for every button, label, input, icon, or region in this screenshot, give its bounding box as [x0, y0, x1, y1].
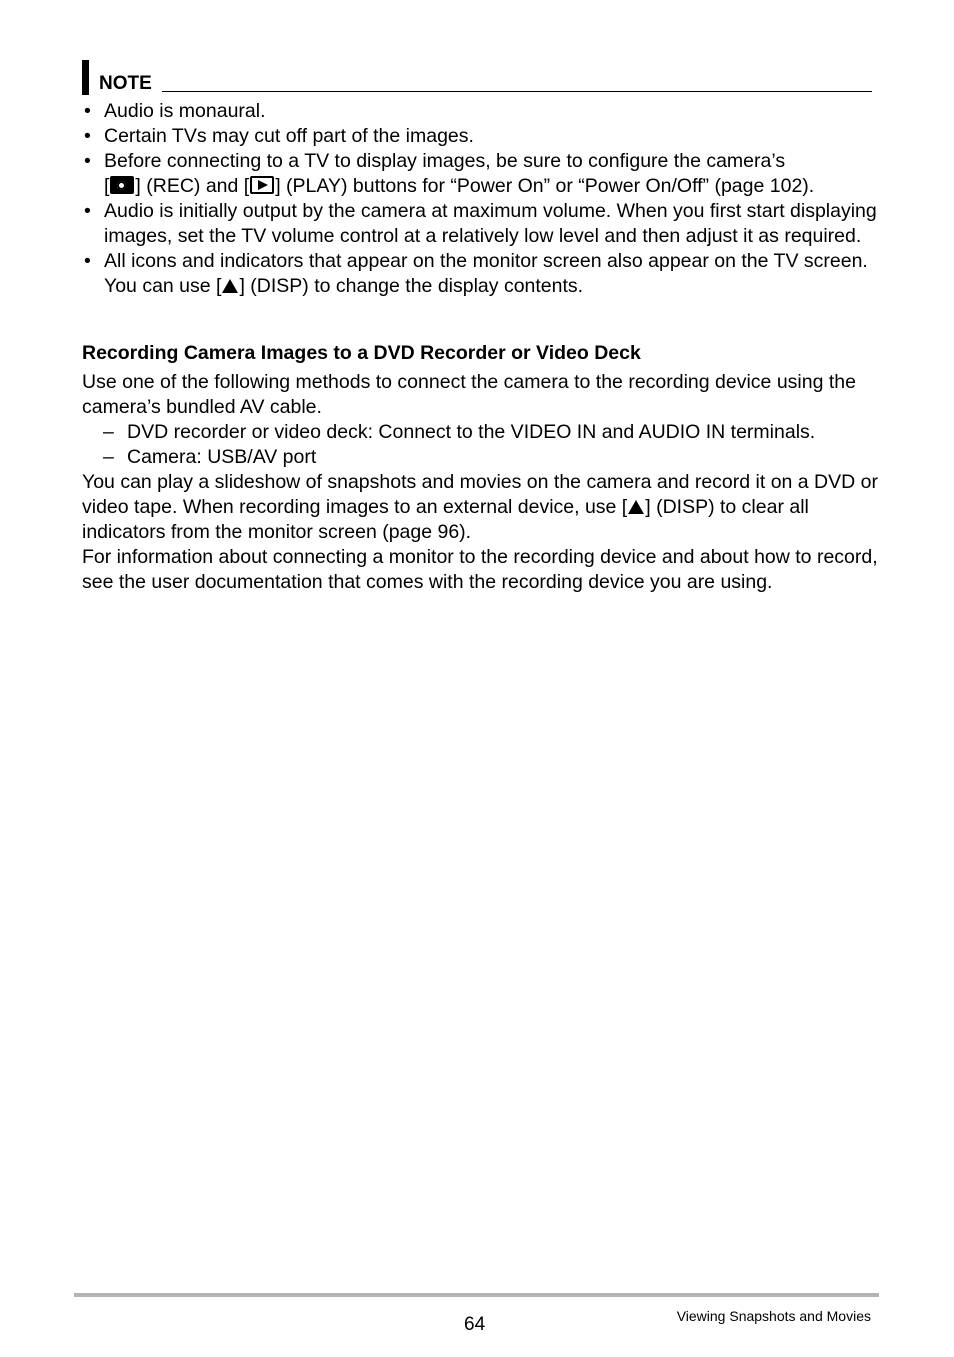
intro-paragraph: Use one of the following methods to connect the camera to the recording device using the camera’s bundled AV cable.: [82, 371, 856, 418]
list-item: – DVD recorder or video deck: Connect to the VIDEO IN and AUDIO IN terminals.: [82, 420, 882, 445]
info-paragraph: For information about connecting a monitor to the recording device and about how to record, see the user documentation that comes with the recording device you are using.: [82, 546, 878, 593]
note-label: NOTE: [99, 73, 152, 94]
note-item-text: Audio is initially output by the camera at maximum volume. When you first start displaying images, set the TV volume control at a relatively low level and then adjust it as required.: [104, 200, 877, 247]
note-item-text: ] (REC) and [: [135, 175, 250, 197]
note-item-text: Audio is monaural.: [104, 100, 266, 122]
note-item-text: ] (PLAY) buttons for “Power On” or “Power On/Off” (page 102).: [275, 175, 815, 197]
note-marker-bar: [82, 60, 89, 95]
note-item: [82, 124, 882, 149]
up-triangle-icon: [628, 500, 644, 514]
note-item: [82, 249, 882, 299]
note-item: [82, 149, 882, 199]
slideshow-paragraph: [82, 470, 882, 545]
section-heading: Recording Camera Images to a DVD Recorder or Video Deck: [82, 342, 641, 364]
up-triangle-icon: [222, 279, 238, 293]
note-item: [82, 99, 882, 124]
list-item: – Camera: USB/AV port: [82, 445, 882, 470]
note-divider: [162, 91, 872, 92]
footer-divider: [74, 1293, 879, 1297]
play-icon: [250, 176, 274, 194]
note-item-text: Certain TVs may cut off part of the images.: [104, 125, 474, 147]
paragraph-text: ] (DISP) to clear all indicators from the monitor screen (page 96).: [82, 496, 809, 543]
connection-list: [82, 420, 882, 470]
note-item-text: ] (DISP) to change the display contents.: [239, 275, 584, 297]
note-item: [82, 199, 882, 249]
note-item-text: Before connecting to a TV to display images, be sure to configure the camera’s: [104, 150, 786, 172]
note-item-text: All icons and indicators that appear on the monitor screen also appear on the TV screen. You can use [: [104, 250, 868, 297]
note-item-text: [: [104, 175, 110, 197]
camera-icon: [110, 176, 134, 194]
footer-section-name: Viewing Snapshots and Movies: [676, 1308, 871, 1324]
section-body: [82, 370, 882, 595]
paragraph-text: You can play a slideshow of snapshots and movies on the camera and record it on a DVD or video tape. When recording images to an external device, use [: [82, 471, 878, 518]
note-list: [82, 99, 882, 299]
page-number: 64: [464, 1314, 486, 1335]
